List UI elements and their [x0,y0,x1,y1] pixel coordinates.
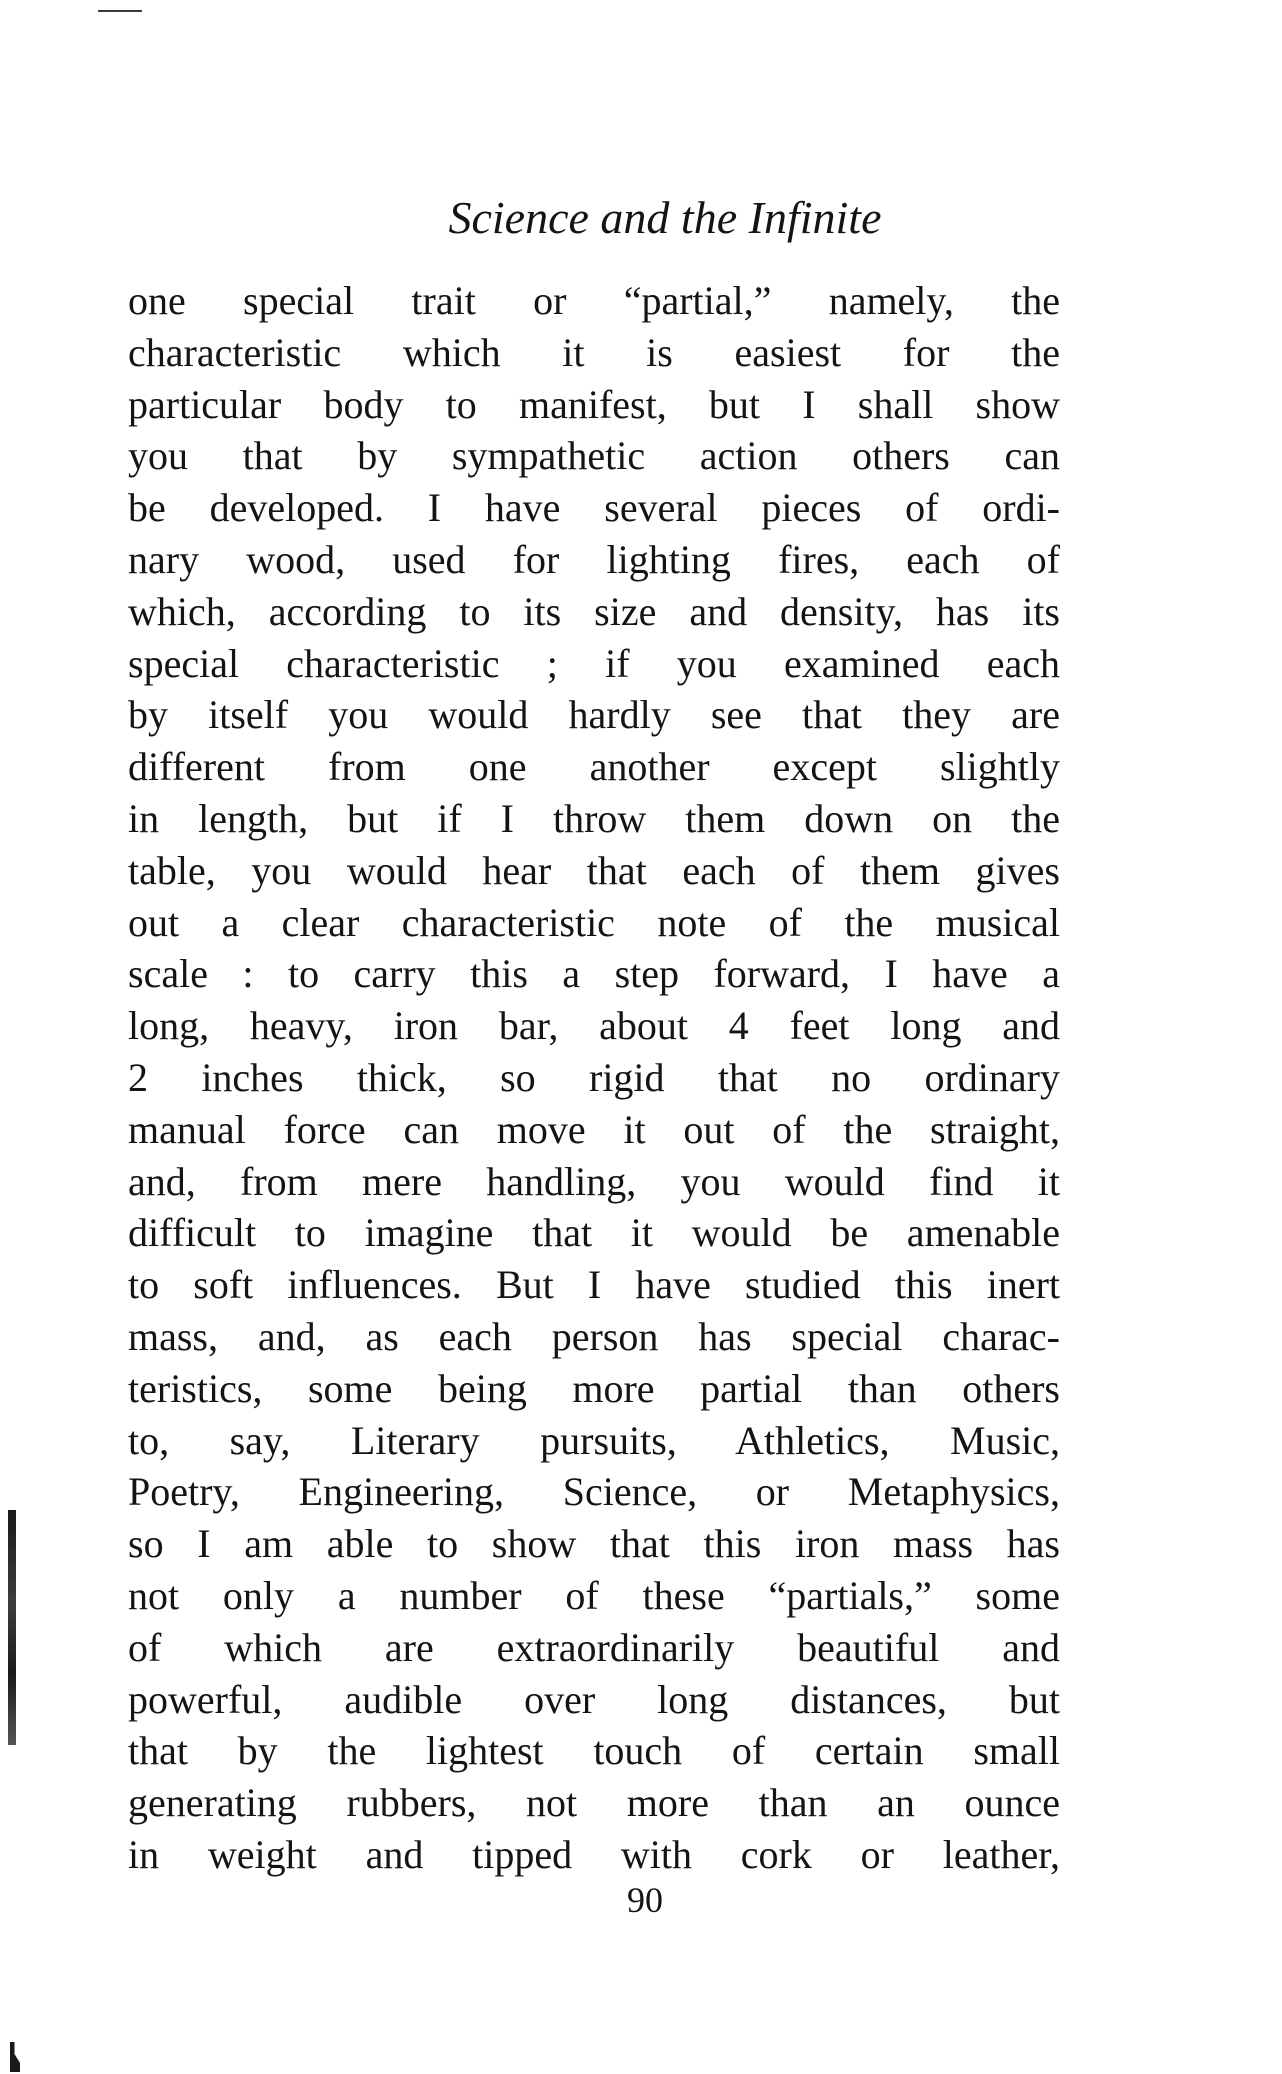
text-line: nary wood, used for lighting fires, each of [128,536,1060,582]
text-line: difficult to imagine that it would be amenable [128,1210,1060,1256]
text-line: Poetry, Engineering, Science, or Metaphysics, [128,1469,1060,1515]
text-line: be developed. I have several pieces of ordi- [128,485,1060,531]
page-number: 90 [627,1880,663,1920]
text-line: you that by sympathetic action others can [128,433,1060,479]
text-line: not only a number of these “partials,” some [128,1572,1060,1618]
text-line: so I am able to show that this iron mass has [128,1521,1060,1567]
text-line: teristics, some being more partial than others [128,1365,1060,1411]
text-line: one special trait or “partial,” namely, the [128,278,1060,323]
text-line: scale : to carry this a step forward, I have a [128,951,1060,997]
text-line: of which are extraordinarily beautiful and [128,1624,1060,1670]
text-line: to soft influences. But I have studied this inert [128,1262,1060,1308]
top-edge-rule [98,10,142,12]
running-head: Science and the Infinite [448,192,882,243]
body-text [128,275,1060,1881]
text-line: by itself you would hardly see that they are [128,692,1060,738]
text-line: different from one another except slightly [128,744,1060,790]
text-line: to, say, Literary pursuits, Athletics, Music, [128,1417,1060,1463]
text-line: powerful, audible over long distances, but [128,1676,1060,1722]
scan-edge-mark [8,1510,16,1745]
scan-corner-mark [10,2042,20,2072]
text-line: in length, but if I throw them down on the [128,795,1060,841]
text-line: 2 inches thick, so rigid that no ordinary [128,1054,1060,1100]
text-line: special characteristic ; if you examined each [128,640,1060,686]
text-line: which, according to its size and density, has its [128,588,1060,634]
text-line: characteristic which it is easiest for the [128,329,1060,375]
text-line: in weight and tipped with cork or leather, [128,1831,1060,1877]
text-line: particular body to manifest, but I shall show [128,381,1060,427]
text-line: that by the lightest touch of certain small [128,1728,1060,1774]
text-line: manual force can move it out of the straight, [128,1106,1060,1152]
text-line: mass, and, as each person has special charac- [128,1313,1060,1359]
text-line: and, from mere handling, you would find it [128,1158,1060,1204]
text-line: generating rubbers, not more than an ounce [128,1780,1060,1826]
text-line: table, you would hear that each of them gives [128,847,1060,893]
text-line: long, heavy, iron bar, about 4 feet long and [128,1003,1060,1049]
text-line: out a clear characteristic note of the musical [128,899,1060,945]
